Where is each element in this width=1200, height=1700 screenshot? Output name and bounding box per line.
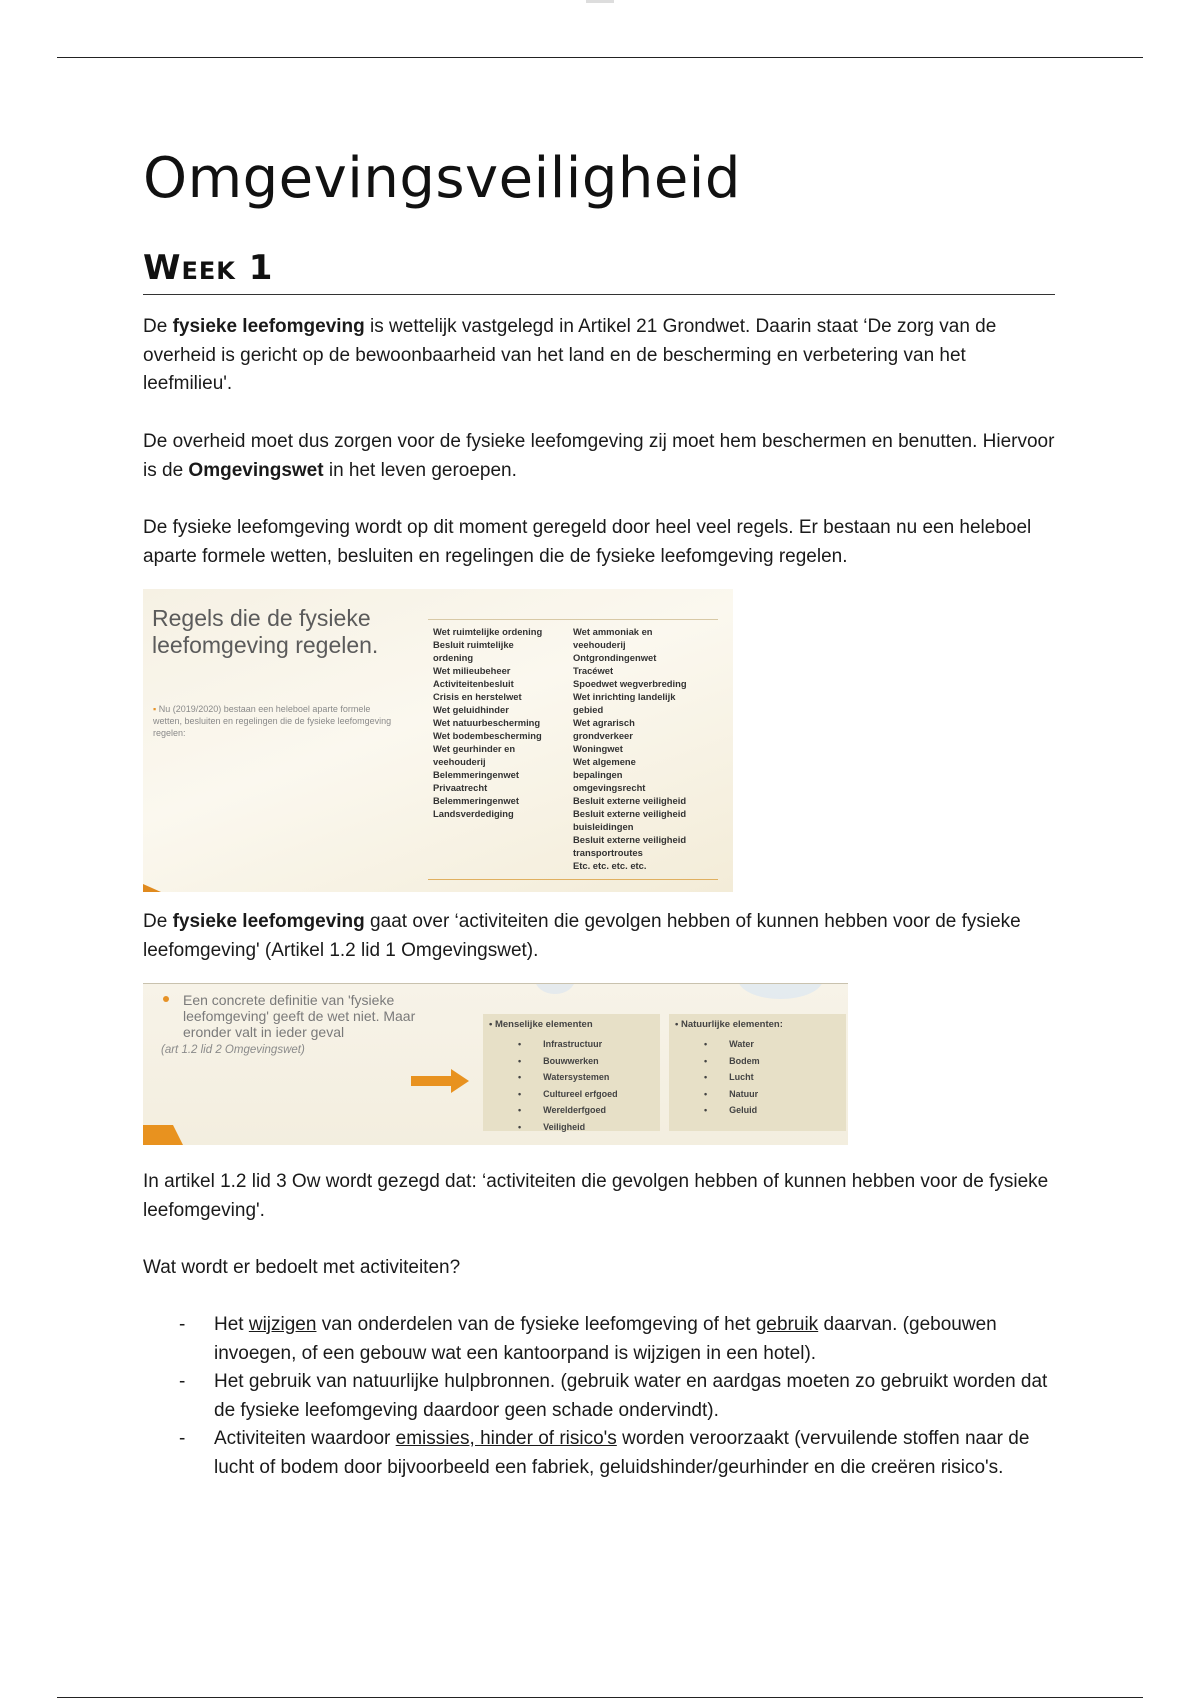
slide-definitie-image — [143, 983, 848, 1145]
slide1-title: Regels die de fysieke leefomgeving regelen. — [152, 605, 379, 658]
slide2-definition-text: Een concrete definitie van 'fysieke leefomgeving' geeft de wet niet. Maar eronder valt in ieder geval — [183, 992, 416, 1040]
slide1-top-line — [428, 619, 718, 620]
paragraph-regels: De fysieke leefomgeving wordt op dit moment geregeld door heel veel regels. Er bestaan nu een heleboel aparte formele wetten, besluiten en regelingen die de fysieke leefomgeving regelen. — [143, 517, 1032, 567]
slide1-law-list-left: Wet ruimtelijke ordening Besluit ruimtelijke ordening Wet milieubeheer Activiteitenbesluit Crisis en herstelwet Wet geluidhinder Wet natuurbescherming Wet bodembescherming Wet geurhinder en veehouderij Belemmeringenwet Privaatrecht Belemmeringenwet Landsverdediging — [433, 626, 543, 819]
paragraph-vraag: Wat wordt er bedoelt met activiteiten? — [143, 1257, 461, 1278]
slide2-corner-accent — [143, 1125, 183, 1145]
slide1-bottom-line — [428, 879, 718, 880]
section-heading-rule — [143, 294, 1055, 295]
slide1-law-list-right: Wet ammoniak en veehouderij Ontgrondingenwet Tracéwet Spoedwet wegverbreding Wet inrichting landelijk gebied Wet agrarisch grondverkeer Woningwet Wet algemene bepalingen omgevingsrecht Besluit externe veiligheid Besluit externe veiligheid buisleidingen Besluit externe veiligheid transportroutes Etc. etc. etc. etc. — [573, 626, 687, 871]
slide1-note: ▪ Nu (2019/2020) bestaan een heleboel aparte formele wetten, besluiten en regelingen die de fysieke leefomgeving regelen: — [153, 704, 392, 738]
slide2-natural-elements-box: • Natuurlijke elementen: • Water • Bodem • Lucht • Natuur • Geluid — [669, 1014, 846, 1131]
slide-regels-image — [143, 589, 733, 892]
paragraph-grondwet: De fysieke leefomgeving is wettelijk vastgelegd in Artikel 21 Grondwet. Daarin staat ‘De zorg van de overheid is gericht op de bewoonbaarheid van het land en de bescherming en verbetering van het leefmilieu'. — [143, 316, 997, 394]
paragraph-omgevingswet: De overheid moet dus zorgen voor de fysieke leefomgeving zij moet hem beschermen en benutten. Hiervoor is de Omgevingswet in het leven geroepen. — [143, 431, 1055, 481]
slide2-decor-blob — [535, 983, 575, 994]
slide2-human-elements-box: • Menselijke elementen • Infrastructuur • Bouwwerken • Watersystemen • Cultureel erfgoed • Werelderfgoed • Veiligheid — [483, 1014, 660, 1131]
arrow-right-icon — [411, 1067, 471, 1095]
activities-list — [143, 1311, 1055, 1482]
slide2-reference: (art 1.2 lid 2 Omgevingswet) — [161, 1044, 305, 1056]
list-item: - Activiteiten waardoor emissies, hinder of risico's worden veroorzaakt (vervuilende stoffen naar de lucht of bodem door bijvoorbeeld een fabriek, geluidshinder/geurhinder en die creëren risico's. — [179, 1428, 1030, 1478]
paragraph-activiteiten: De fysieke leefomgeving gaat over ‘activiteiten die gevolgen hebben of kunnen hebben voor de fysieke leefomgeving' (Artikel 1.2 lid 1 Omgevingswet). — [143, 911, 1021, 961]
list-item: - Het wijzigen van onderdelen van de fysieke leefomgeving of het gebruik daarvan. (gebouwen invoegen, of een gebouw wat een kantoorpand is wijzigen in een hotel). — [179, 1314, 997, 1364]
slide2-decor-blob — [738, 983, 823, 999]
slide1-corner-accent — [143, 884, 161, 892]
page-top-mark — [586, 0, 614, 3]
header-rule — [57, 57, 1143, 58]
document-title: Omgevingsveiligheid — [143, 146, 741, 211]
section-heading: Week 1 — [143, 248, 274, 288]
paragraph-artikel-1-2: In artikel 1.2 lid 3 Ow wordt gezegd dat: ‘activiteiten die gevolgen hebben of kunnen hebben voor de fysieke leefomgeving'. — [143, 1171, 1049, 1221]
slide2-bullet-icon — [163, 996, 169, 1002]
list-item: - Het gebruik van natuurlijke hulpbronnen. (gebruik water en aardgas moeten zo gebruikt worden dat de fysieke leefomgeving daardoor geen schade ondervindt). — [179, 1371, 1048, 1421]
footer-rule — [57, 1697, 1143, 1698]
